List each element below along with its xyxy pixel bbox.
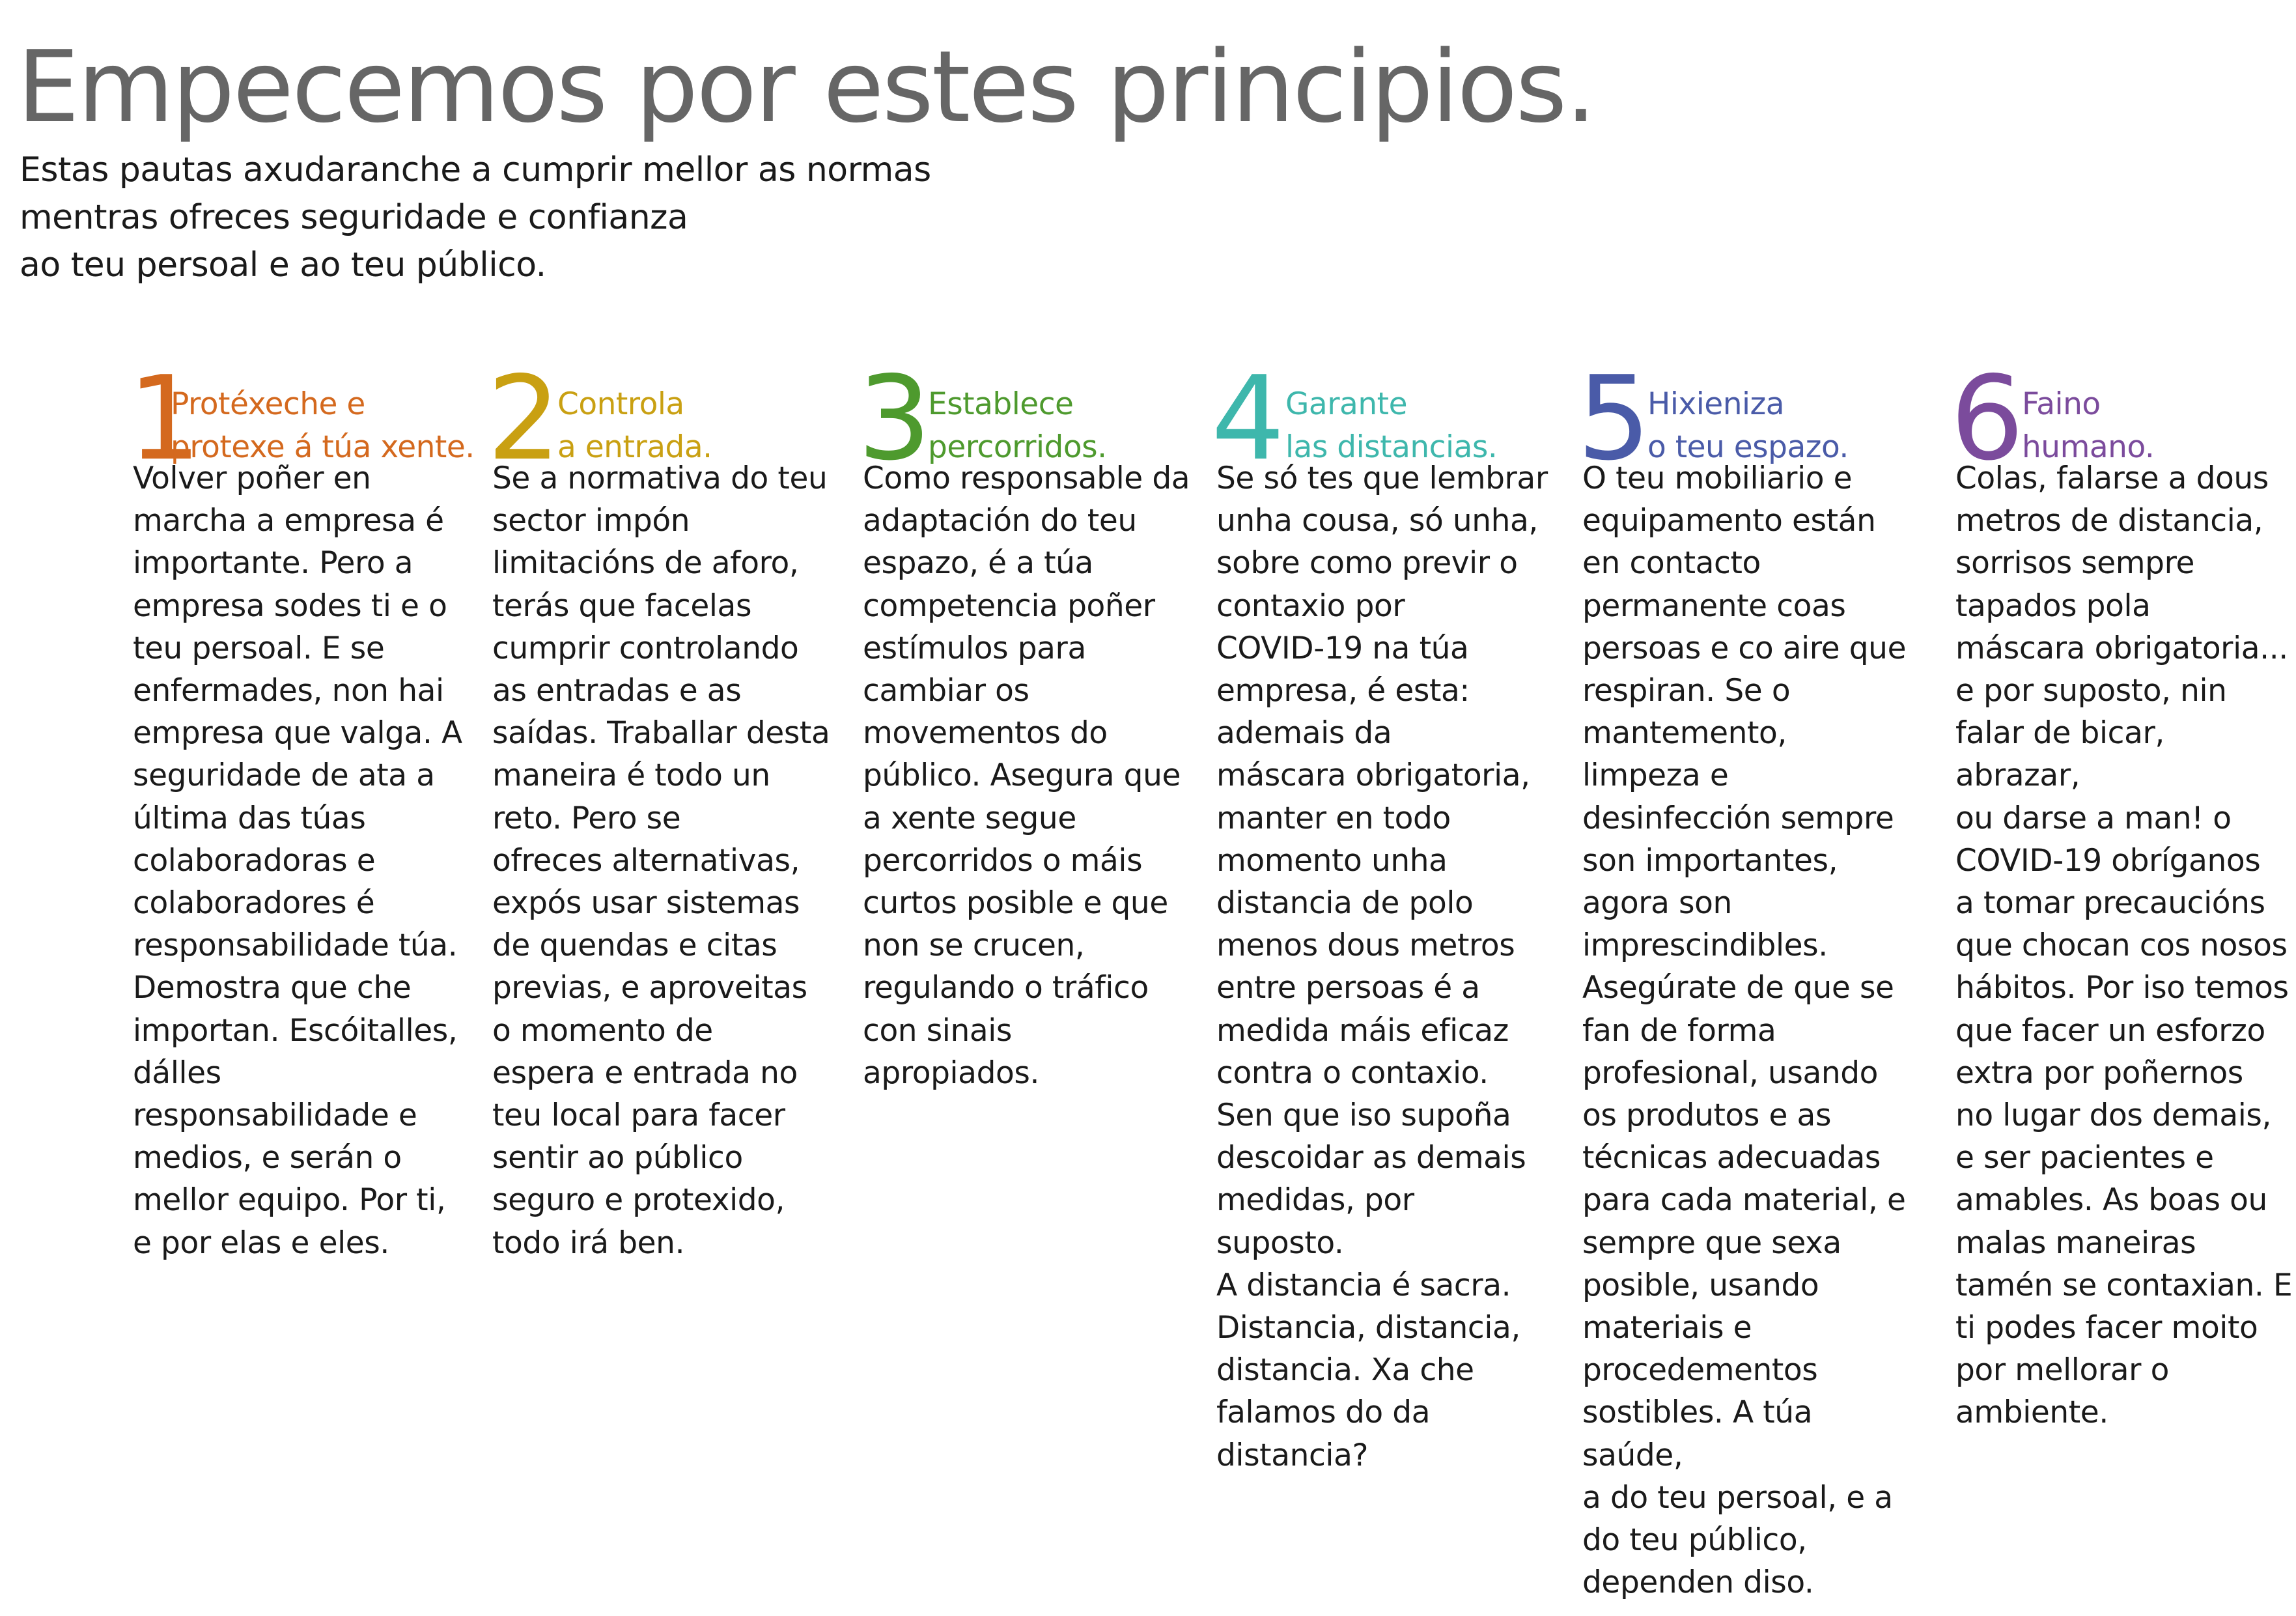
principle-5: [1577, 351, 1921, 1604]
principle-3-title: [928, 383, 1107, 469]
principle-4-body: Se só tes que lembrar unha cousa, só unha, sobre como previr o contaxio por COVID-19 na túa empresa, é esta: ademais da máscara obrigatoria, manter en todo momento unha distancia de polo menos dous metros entre persoas é a medida máis eficaz contra o contaxio. Sen que iso supoña descoidar as demais medidas, por suposto. A distancia é sacra. Distancia, distancia, distancia. Xa che falamos do da distancia?: [1216, 461, 1548, 1473]
principle-5-title-line2: o teu espazo.: [1647, 429, 1849, 465]
principle-1-body: Volver poñer en marcha a empresa é importante. Pero a empresa sodes ti e o teu persoal. E se enfermades, non hai empresa que valga. A seguridade de ata a última das túas colaboradoras e colaboradores é responsabilidade túa. Demostra que che importan. Escóitalles, dálles responsabilidade e medios, e serán o mellor equipo. Por ti, e por elas e eles.: [133, 461, 462, 1261]
principle-3: [858, 351, 1201, 1094]
principle-2: [487, 351, 831, 1264]
principle-1: [128, 351, 475, 1264]
principle-1-title-line2: protexe á túa xente.: [171, 429, 475, 465]
principle-5-title-line1: Hixieniza: [1647, 386, 1785, 422]
principle-5-header: [1577, 351, 1921, 486]
principle-2-number: 2: [487, 351, 561, 486]
principle-2-body: Se a normativa do teu sector impón limitacións de aforo, terás que facelas cumprir controlando as entradas e as saídas. Traballar desta maneira é todo un reto. Pero se ofreces alternativas, expós usar sistemas de quendas e citas previas, e aproveitas o momento de espera e entrada no teu local para facer sentir ao público seguro e protexido, todo irá ben.: [492, 461, 830, 1261]
principle-6-title-line1: Faino: [2022, 386, 2101, 422]
page-title: Empecemos por estes principios.: [17, 29, 1595, 145]
principle-1-header: [128, 351, 475, 486]
principle-6-header: [1950, 351, 2294, 486]
intro-line: Estas pautas axudaranche a cumprir mellor as normas: [20, 150, 931, 190]
intro-line: mentras ofreces seguridade e confianza: [20, 198, 688, 237]
principle-6-title: [2022, 383, 2154, 469]
intro-line: ao teu persoal e ao teu público.: [20, 246, 546, 285]
principle-6-number: 6: [1950, 351, 2024, 486]
principle-4: [1211, 351, 1555, 1477]
principle-6: [1950, 351, 2294, 1434]
principle-3-title-line2: percorridos.: [928, 429, 1107, 465]
principle-2-title-line1: Controla: [557, 386, 684, 422]
principle-3-body: Como responsable da adaptación do teu espazo, é a túa competencia poñer estímulos para cambiar os movementos do público. Asegura que a xente segue percorridos o máis curtos posible e que non se crucen, regulando o tráfico con sinais apropiados.: [863, 461, 1190, 1091]
principle-4-title-line2: las distancias.: [1285, 429, 1498, 465]
principle-6-body: Colas, falarse a dous metros de distancia, sorrisos sempre tapados pola máscara obrigatoria... e por suposto, nin falar de bicar, abrazar, ou darse a man! o COVID-19 obríganos a tomar precaucións que chocan cos nosos hábitos. Por iso temos que facer un esforzo extra por poñernos no lugar dos demais, e ser pacientes e amables. As boas ou malas maneiras tamén se contaxian. E ti podes facer moito por mellorar o ambiente.: [1955, 461, 2293, 1431]
principle-4-title-line1: Garante: [1285, 386, 1407, 422]
principle-3-number: 3: [858, 351, 932, 486]
principle-1-title: [171, 383, 475, 469]
principle-2-header: [487, 351, 831, 486]
principle-4-number: 4: [1211, 351, 1285, 486]
principle-2-title-line2: a entrada.: [557, 429, 712, 465]
principle-6-title-line2: humano.: [2022, 429, 2155, 465]
principle-3-header: [858, 351, 1201, 486]
principle-1-number: 1: [128, 351, 202, 486]
principle-4-title: [1285, 383, 1497, 469]
principle-5-body: O teu mobiliario e equipamento están en contacto permanente coas persoas e co aire que respiran. Se o mantemento, limpeza e desinfección sempre son importantes, agora son imprescindibles. Asegúrate de que se fan de forma profesional, usando os produtos e as técnicas adecuadas para cada material, e sempre que sexa posible, usando materiais e procedementos sostibles. A túa saúde, a do teu persoal, e a do teu público, dependen diso.: [1582, 461, 1907, 1601]
intro-paragraph: [20, 147, 996, 289]
principle-3-title-line1: Establece: [928, 386, 1074, 422]
principle-1-title-line1: Protéxeche e: [171, 386, 365, 422]
principle-5-number: 5: [1577, 351, 1651, 486]
principle-5-title: [1647, 383, 1849, 469]
principle-4-header: [1211, 351, 1555, 486]
principle-2-title: [557, 383, 712, 469]
